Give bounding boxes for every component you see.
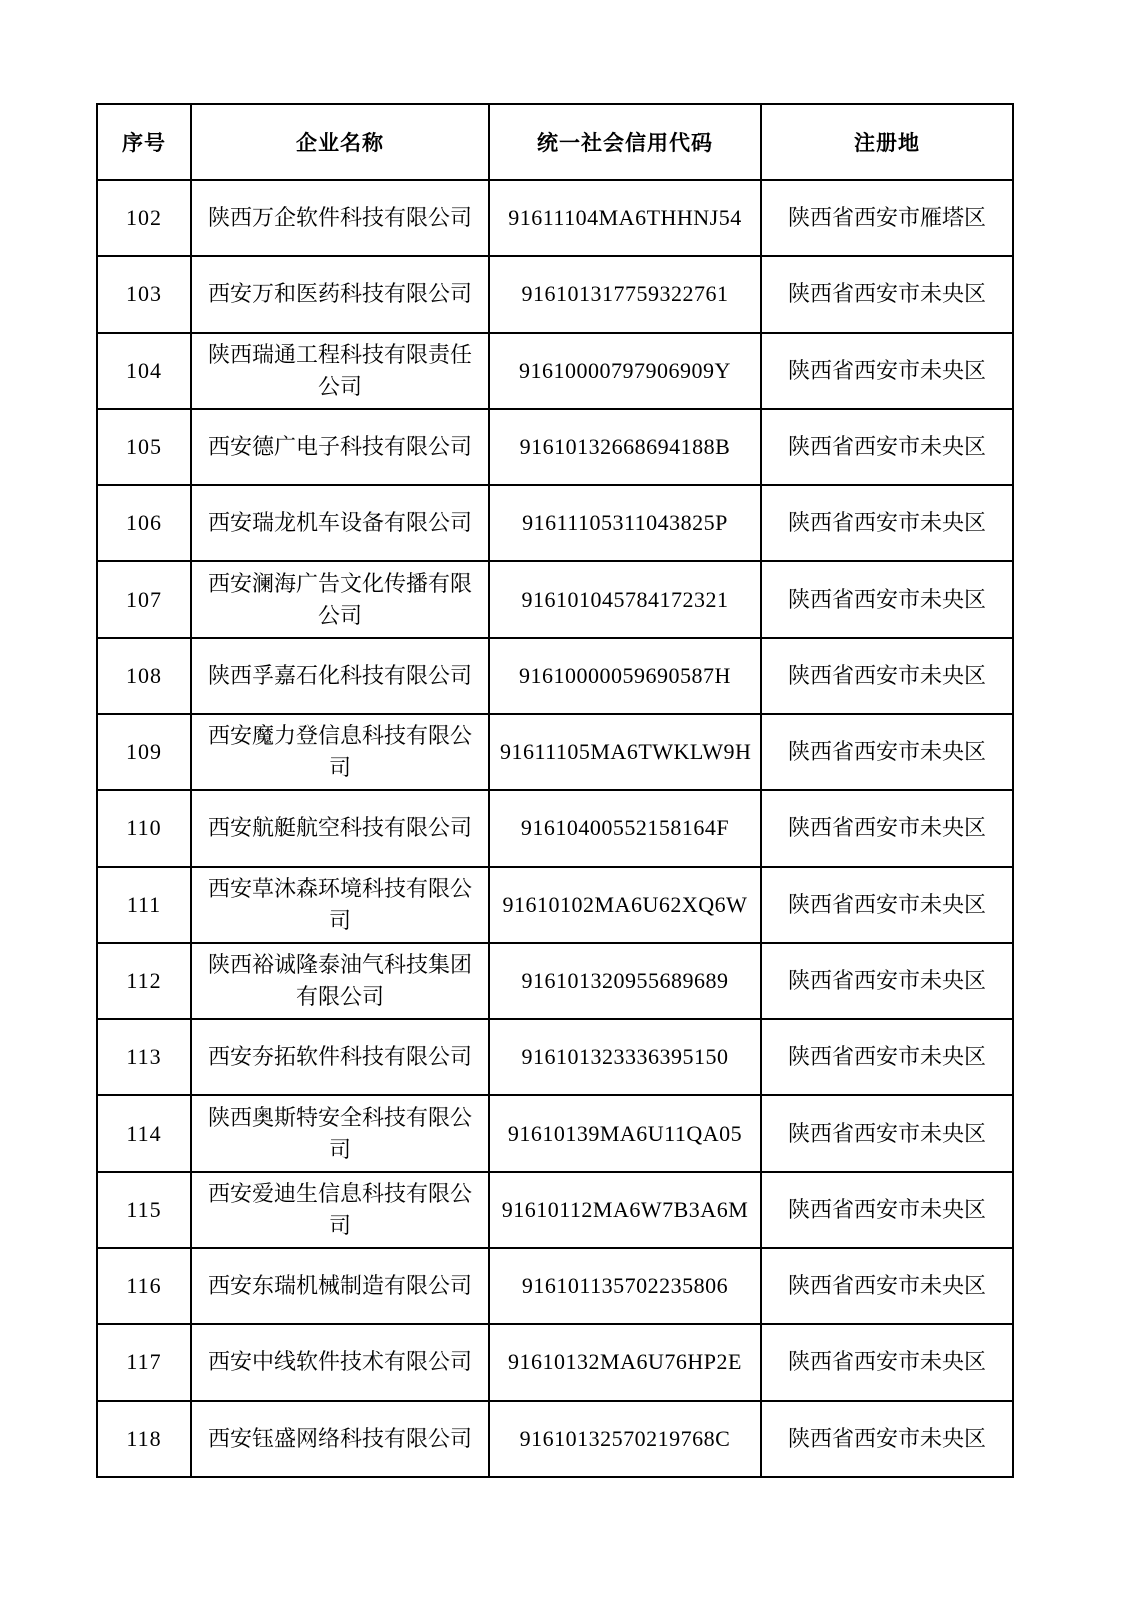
company-name-cell: 西安中线软件技术有限公司 [191, 1324, 489, 1400]
serial-cell: 118 [97, 1401, 191, 1478]
registration-cell: 陕西省西安市未央区 [761, 1019, 1013, 1095]
registration-cell: 陕西省西安市未央区 [761, 943, 1013, 1019]
table-body [97, 180, 1013, 1477]
credit-code-cell: 91610132570219768C [489, 1401, 761, 1478]
credit-code-cell: 91610400552158164F [489, 790, 761, 866]
header-serial: 序号 [97, 104, 191, 180]
table-row [97, 943, 1013, 1019]
serial-cell: 111 [97, 867, 191, 943]
registration-cell: 陕西省西安市未央区 [761, 790, 1013, 866]
serial-cell: 104 [97, 333, 191, 409]
credit-code-cell: 91610000059690587H [489, 638, 761, 714]
table-row [97, 409, 1013, 485]
registration-cell: 陕西省西安市未央区 [761, 714, 1013, 790]
serial-cell: 102 [97, 180, 191, 256]
company-name-cell: 西安魔力登信息科技有限公司 [191, 714, 489, 790]
registration-cell: 陕西省西安市未央区 [761, 1248, 1013, 1324]
table-row [97, 256, 1013, 332]
table-row [97, 333, 1013, 409]
registration-cell: 陕西省西安市未央区 [761, 561, 1013, 637]
credit-code-cell: 91611105MA6TWKLW9H [489, 714, 761, 790]
company-name-cell: 陕西瑞通工程科技有限责任公司 [191, 333, 489, 409]
header-company-name: 企业名称 [191, 104, 489, 180]
company-name-cell: 西安东瑞机械制造有限公司 [191, 1248, 489, 1324]
registration-cell: 陕西省西安市未央区 [761, 638, 1013, 714]
company-name-cell: 西安钰盛网络科技有限公司 [191, 1401, 489, 1478]
company-name-cell: 西安万和医药科技有限公司 [191, 256, 489, 332]
serial-cell: 116 [97, 1248, 191, 1324]
company-name-cell: 陕西奥斯特安全科技有限公司 [191, 1095, 489, 1171]
company-name-cell: 陕西万企软件科技有限公司 [191, 180, 489, 256]
credit-code-cell: 91610112MA6W7B3A6M [489, 1172, 761, 1248]
credit-code-cell: 91610000797906909Y [489, 333, 761, 409]
credit-code-cell: 91610139MA6U11QA05 [489, 1095, 761, 1171]
registration-cell: 陕西省西安市未央区 [761, 256, 1013, 332]
table-header [97, 104, 1013, 180]
credit-code-cell: 91610102MA6U62XQ6W [489, 867, 761, 943]
registration-cell: 陕西省西安市未央区 [761, 1401, 1013, 1478]
registration-cell: 陕西省西安市雁塔区 [761, 180, 1013, 256]
serial-cell: 112 [97, 943, 191, 1019]
credit-code-cell: 916101320955689689 [489, 943, 761, 1019]
registration-cell: 陕西省西安市未央区 [761, 867, 1013, 943]
credit-code-cell: 91610132668694188B [489, 409, 761, 485]
company-name-cell: 西安草沐森环境科技有限公司 [191, 867, 489, 943]
credit-code-cell: 916101317759322761 [489, 256, 761, 332]
serial-cell: 109 [97, 714, 191, 790]
serial-cell: 105 [97, 409, 191, 485]
company-name-cell: 西安爱迪生信息科技有限公司 [191, 1172, 489, 1248]
serial-cell: 110 [97, 790, 191, 866]
serial-cell: 117 [97, 1324, 191, 1400]
credit-code-cell: 916101323336395150 [489, 1019, 761, 1095]
table-row [97, 790, 1013, 866]
serial-cell: 113 [97, 1019, 191, 1095]
credit-code-cell: 916101045784172321 [489, 561, 761, 637]
table-row [97, 1095, 1013, 1171]
company-name-cell: 西安瑞龙机车设备有限公司 [191, 485, 489, 561]
table-row [97, 1172, 1013, 1248]
company-name-cell: 陕西裕诚隆泰油气科技集团有限公司 [191, 943, 489, 1019]
serial-cell: 115 [97, 1172, 191, 1248]
serial-cell: 103 [97, 256, 191, 332]
credit-code-cell: 91611105311043825P [489, 485, 761, 561]
serial-cell: 114 [97, 1095, 191, 1171]
serial-cell: 106 [97, 485, 191, 561]
registration-cell: 陕西省西安市未央区 [761, 409, 1013, 485]
table-row [97, 1401, 1013, 1478]
credit-code-cell: 916101135702235806 [489, 1248, 761, 1324]
table-row [97, 1248, 1013, 1324]
table-row [97, 561, 1013, 637]
credit-code-cell: 91611104MA6THHNJ54 [489, 180, 761, 256]
registration-cell: 陕西省西安市未央区 [761, 485, 1013, 561]
company-list-table [96, 103, 1014, 1478]
company-name-cell: 陕西孚嘉石化科技有限公司 [191, 638, 489, 714]
header-row [97, 104, 1013, 180]
table-row [97, 867, 1013, 943]
registration-cell: 陕西省西安市未央区 [761, 1095, 1013, 1171]
company-name-cell: 西安夯拓软件科技有限公司 [191, 1019, 489, 1095]
company-name-cell: 西安澜海广告文化传播有限公司 [191, 561, 489, 637]
serial-cell: 108 [97, 638, 191, 714]
header-registration: 注册地 [761, 104, 1013, 180]
table-row [97, 1019, 1013, 1095]
header-credit-code: 统一社会信用代码 [489, 104, 761, 180]
serial-cell: 107 [97, 561, 191, 637]
table-row [97, 180, 1013, 256]
table-row [97, 638, 1013, 714]
credit-code-cell: 91610132MA6U76HP2E [489, 1324, 761, 1400]
registration-cell: 陕西省西安市未央区 [761, 1172, 1013, 1248]
company-name-cell: 西安德广电子科技有限公司 [191, 409, 489, 485]
table-row [97, 1324, 1013, 1400]
registration-cell: 陕西省西安市未央区 [761, 1324, 1013, 1400]
company-name-cell: 西安航艇航空科技有限公司 [191, 790, 489, 866]
table-row [97, 485, 1013, 561]
registration-cell: 陕西省西安市未央区 [761, 333, 1013, 409]
table-row [97, 714, 1013, 790]
